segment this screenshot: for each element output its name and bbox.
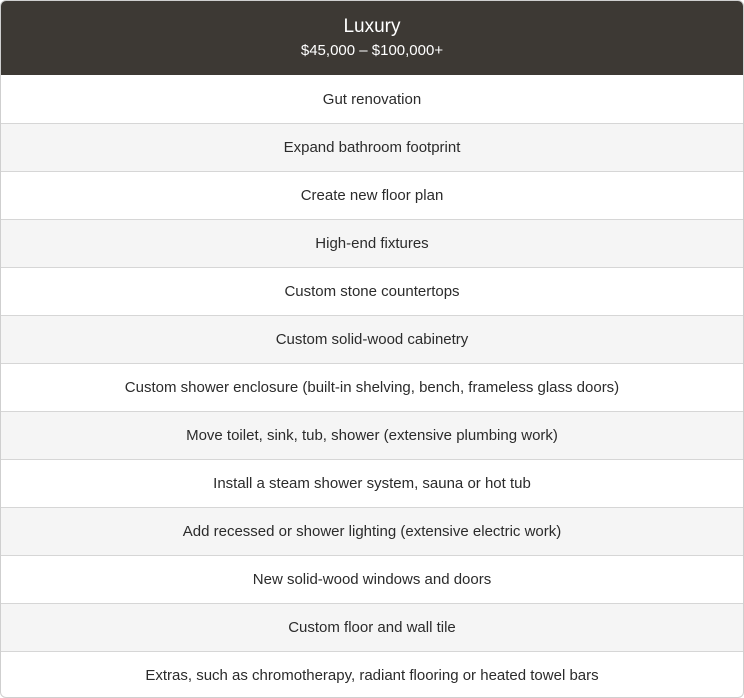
table-row: Move toilet, sink, tub, shower (extensive plumbing work) bbox=[1, 411, 743, 459]
table-row: Custom stone countertops bbox=[1, 267, 743, 315]
table-row: Custom floor and wall tile bbox=[1, 603, 743, 651]
table-row: Extras, such as chromotherapy, radiant flooring or heated towel bars bbox=[1, 651, 743, 698]
table-header bbox=[1, 1, 743, 75]
price-range: $45,000 – $100,000+ bbox=[300, 41, 444, 59]
table-row: Custom shower enclosure (built-in shelving, bench, frameless glass doors) bbox=[1, 363, 743, 411]
tier-name: Luxury bbox=[343, 15, 401, 37]
table-row: Create new floor plan bbox=[1, 171, 743, 219]
table-row: Custom solid-wood cabinetry bbox=[1, 315, 743, 363]
table-row: High-end fixtures bbox=[1, 219, 743, 267]
table-row: Expand bathroom footprint bbox=[1, 123, 743, 171]
feature-list bbox=[1, 75, 743, 698]
table-row: Gut renovation bbox=[322, 90, 422, 108]
table-row: New solid-wood windows and doors bbox=[1, 555, 743, 603]
table-row: Add recessed or shower lighting (extensive electric work) bbox=[1, 507, 743, 555]
table-row: Install a steam shower system, sauna or hot tub bbox=[1, 459, 743, 507]
